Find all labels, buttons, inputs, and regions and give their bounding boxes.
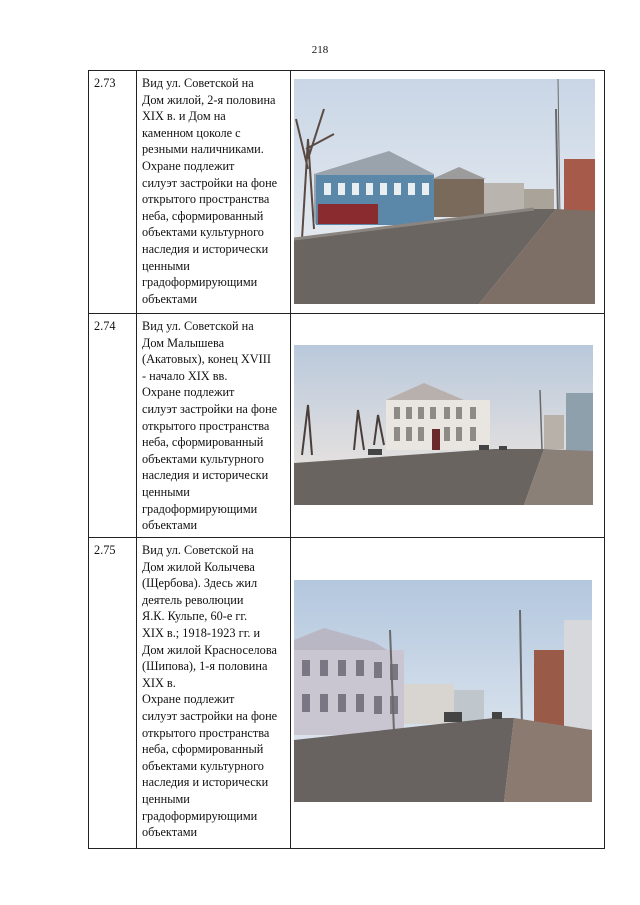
table-row: [89, 71, 605, 314]
row-description: Вид ул. Советской на Дом Малышева (Акатовых), конец XVIII - начало XIX вв. Охране подлежит силуэт застройки на фоне открытого пространства неба, сформированный объектами культурного наследия и исторически ценными градоформирующими объектами: [137, 314, 291, 538]
street-photo: [294, 580, 592, 802]
row-number: 2.74: [89, 314, 137, 538]
row-number: 2.73: [89, 71, 137, 314]
row-photo-cell: [291, 71, 605, 314]
row-description: Вид ул. Советской на Дом жилой Колычева (Щербова). Здесь жил деятель революции Я.К. Кульпе, 60-е гг. XIX в.; 1918-1923 гг. и Дом жилой Красноселова (Шипова), 1-я половина XIX в. Охране подлежит силуэт застройки на фоне открытого пространства неба, сформированный объектами культурного наследия и исторически ценными градоформирующими объектами: [137, 538, 291, 849]
page-number: 218: [311, 44, 329, 56]
table-row: [89, 538, 605, 849]
row-number: 2.75: [89, 538, 137, 849]
row-description: Вид ул. Советской на Дом жилой, 2-я половина XIX в. и Дом на каменном цоколе с резными наличниками. Охране подлежит силуэт застройки на фоне открытого пространства неба, сформированный объектами культурного наследия и исторически ценными градоформирующими объектами: [137, 71, 291, 314]
street-photo: [294, 79, 595, 304]
row-photo-cell: [291, 538, 605, 849]
street-photo: [294, 345, 593, 505]
objects-table: [88, 70, 605, 849]
row-photo-cell: [291, 314, 605, 538]
table-row: [89, 314, 605, 538]
